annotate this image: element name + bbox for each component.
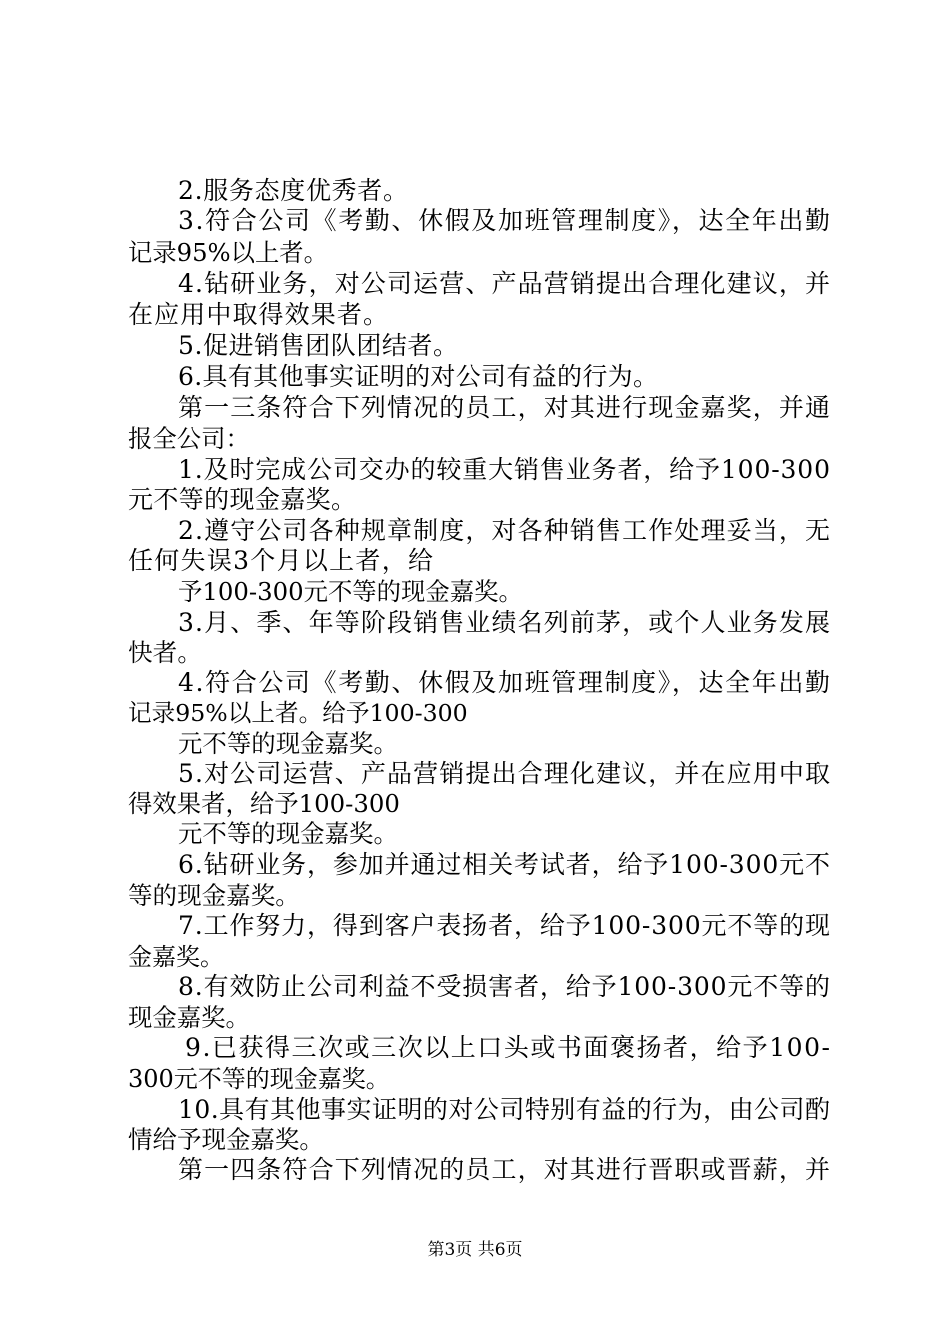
text-line: 第一四条符合下列情况的员工，对其进行晋职或晋薪，并 — [178, 1155, 832, 1184]
text-line: 情给予现金嘉奖。 — [128, 1125, 324, 1154]
text-line: 元不等的现金嘉奖。 — [178, 729, 398, 758]
text-line: 9.已获得三次或三次以上口头或书面褒扬者，给予100- — [185, 1033, 832, 1062]
text-line: 8.有效防止公司利益不受损害者，给予100-300元不等的 — [178, 972, 831, 1001]
text-line: 5.对公司运营、产品营销提出合理化建议，并在应用中取 — [178, 759, 832, 788]
text-line: 4.符合公司《考勤、休假及加班管理制度》，达全年出勤 — [178, 668, 832, 697]
text-line: 7.工作努力，得到客户表扬者，给予100-300元不等的现 — [178, 911, 831, 940]
text-line: 任何失误3个月以上者，给 — [128, 546, 435, 575]
text-line: 300元不等的现金嘉奖。 — [128, 1065, 390, 1093]
text-line: 10.具有其他事实证明的对公司特别有益的行为，由公司酌 — [178, 1095, 831, 1124]
text-line: 6.具有其他事实证明的对公司有益的行为。 — [178, 362, 659, 391]
page-footer — [0, 1239, 950, 1261]
text-line: 5.促进销售团队团结者。 — [178, 331, 459, 360]
text-line: 2.服务态度优秀者。 — [178, 176, 409, 205]
text-line: 3.符合公司《考勤、休假及加班管理制度》，达全年出勤 — [178, 206, 832, 235]
text-line: 金嘉奖。 — [128, 943, 224, 971]
text-line: 6.钻研业务，参加并通过相关考试者，给予100-300元不 — [178, 850, 831, 879]
text-line: 快者。 — [128, 638, 202, 667]
text-line: 等的现金嘉奖。 — [128, 881, 300, 910]
text-line: 得效果者，给予100-300 — [128, 789, 400, 818]
text-line: 元不等的现金嘉奖。 — [178, 819, 398, 848]
text-line: 予100-300元不等的现金嘉奖。 — [178, 577, 523, 606]
text-line: 1.及时完成公司交办的较重大销售业务者，给予100-300 — [178, 455, 831, 484]
text-line: 元不等的现金嘉奖。 — [128, 485, 357, 514]
text-line: 报全公司： — [128, 424, 250, 453]
text-line: 3.月、季、年等阶段销售业绩名列前茅，或个人业务发展 — [178, 608, 832, 637]
text-line: 在应用中取得效果者。 — [128, 300, 390, 329]
text-line: 现金嘉奖。 — [128, 1003, 250, 1032]
text-line: 2.遵守公司各种规章制度，对各种销售工作处理妥当，无 — [178, 516, 832, 545]
text-line: 4.钻研业务，对公司运营、产品营销提出合理化建议，并 — [178, 269, 832, 298]
text-line: 记录95%以上者。给予100-300 — [128, 699, 468, 727]
page-number-label: 第3页 共6页 — [427, 1240, 523, 1260]
text-line: 记录95%以上者。 — [128, 238, 328, 267]
text-line: 第一三条符合下列情况的员工，对其进行现金嘉奖，并通 — [178, 393, 832, 422]
